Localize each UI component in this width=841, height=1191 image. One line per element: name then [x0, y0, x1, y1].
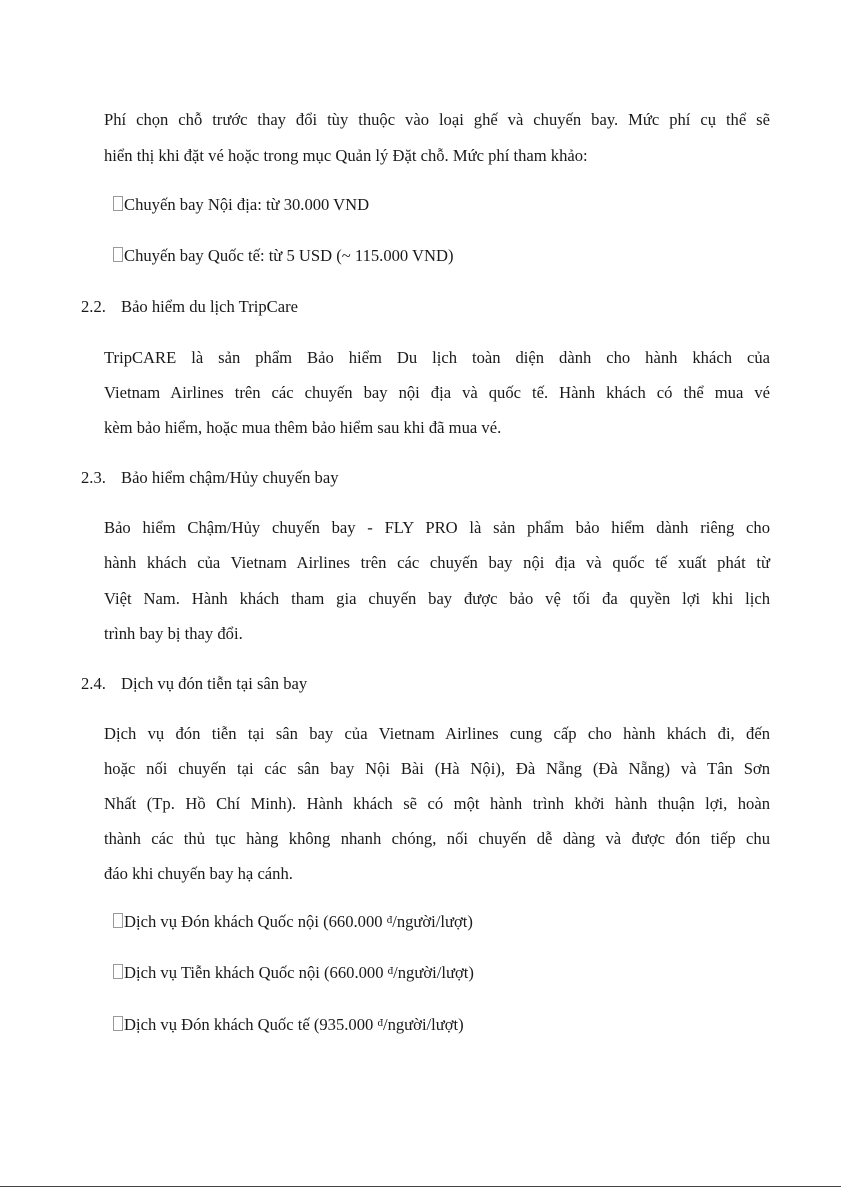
bullet-box-icon: [113, 247, 123, 262]
section-number: 2.3.: [81, 468, 106, 487]
bullet-box-icon: [113, 964, 123, 979]
fee-item-domestic: Chuyến bay Nội địa: từ 30.000 VND: [113, 195, 369, 215]
dong-symbol: đ: [377, 1017, 383, 1029]
section-number: 2.4.: [81, 674, 106, 693]
dong-symbol: đ: [386, 914, 393, 926]
flypro-line-1: Bảo hiểm Chậm/Hủy chuyến bay - FLY PRO là sản phẩm bảo hiểm dành riêng cho: [104, 518, 770, 537]
tripcare-line-2: Vietnam Airlines trên các chuyến bay nội địa và quốc tế. Hành khách có thể mua vé: [104, 383, 770, 402]
section-title: Bảo hiểm chậm/Hủy chuyến bay: [121, 468, 339, 487]
section-number: 2.2.: [81, 297, 106, 316]
bullet-box-icon: [113, 913, 123, 928]
service-item: Dịch vụ Đón khách Quốc nội (660.000 $^đ$/người/lượt): [113, 910, 473, 932]
section-title: Bảo hiểm du lịch TripCare: [121, 297, 298, 316]
airport-service-line-1: Dịch vụ đón tiễn tại sân bay của Vietnam Airlines cung cấp cho hành khách đi, đến: [104, 724, 770, 743]
section-title: Dịch vụ đón tiễn tại sân bay: [121, 674, 308, 693]
flypro-line-3: Việt Nam. Hành khách tham gia chuyến bay được bảo vệ tối đa quyền lợi khi lịch: [104, 589, 770, 608]
section-heading-2-4: [81, 674, 307, 694]
airport-service-line-5: đáo khi chuyến bay hạ cánh.: [104, 864, 293, 883]
bullet-box-icon: [113, 196, 123, 211]
section-heading-2-3: [81, 468, 339, 488]
airport-service-line-3: Nhất (Tp. Hồ Chí Minh). Hành khách sẽ có một hành trình khởi hành thuận lợi, hoàn: [104, 794, 770, 813]
tripcare-line-1: TripCARE là sản phẩm Bảo hiểm Du lịch toàn diện dành cho hành khách của: [104, 348, 770, 367]
tripcare-line-3: kèm bảo hiểm, hoặc mua thêm bảo hiểm sau khi đã mua vé.: [104, 418, 502, 437]
section-heading-2-2: [81, 297, 298, 317]
flypro-line-2: hành khách của Vietnam Airlines trên các chuyến bay nội địa và quốc tế xuất phát từ: [104, 553, 770, 572]
intro-line-2: hiển thị khi đặt vé hoặc trong mục Quản lý Đặt chỗ. Mức phí tham khảo:: [104, 146, 588, 165]
bullet-box-icon: [113, 1016, 123, 1031]
service-item: Dịch vụ Đón khách Quốc tế (935.000 $^đ$/người/lượt): [113, 1013, 464, 1035]
service-item: Dịch vụ Tiễn khách Quốc nội (660.000 $^đ$/người/lượt): [113, 961, 474, 983]
airport-service-line-2: hoặc nối chuyến tại các sân bay Nội Bài (Hà Nội), Đà Nẵng (Đà Nẵng) và Tân Sơn: [104, 759, 770, 778]
dong-symbol: đ: [387, 965, 394, 977]
airport-service-line-4: thành các thủ tục hàng không nhanh chóng, nối chuyến dễ dàng và được đón tiếp chu: [104, 829, 770, 848]
intro-line-1: Phí chọn chỗ trước thay đổi tùy thuộc vào loại ghế và chuyến bay. Mức phí cụ thể sẽ: [104, 110, 770, 129]
page-bottom-border: [0, 1186, 841, 1187]
fee-item-international: Chuyến bay Quốc tế: từ 5 USD (~ 115.000 VND): [113, 246, 454, 266]
flypro-line-4: trình bay bị thay đổi.: [104, 624, 243, 643]
